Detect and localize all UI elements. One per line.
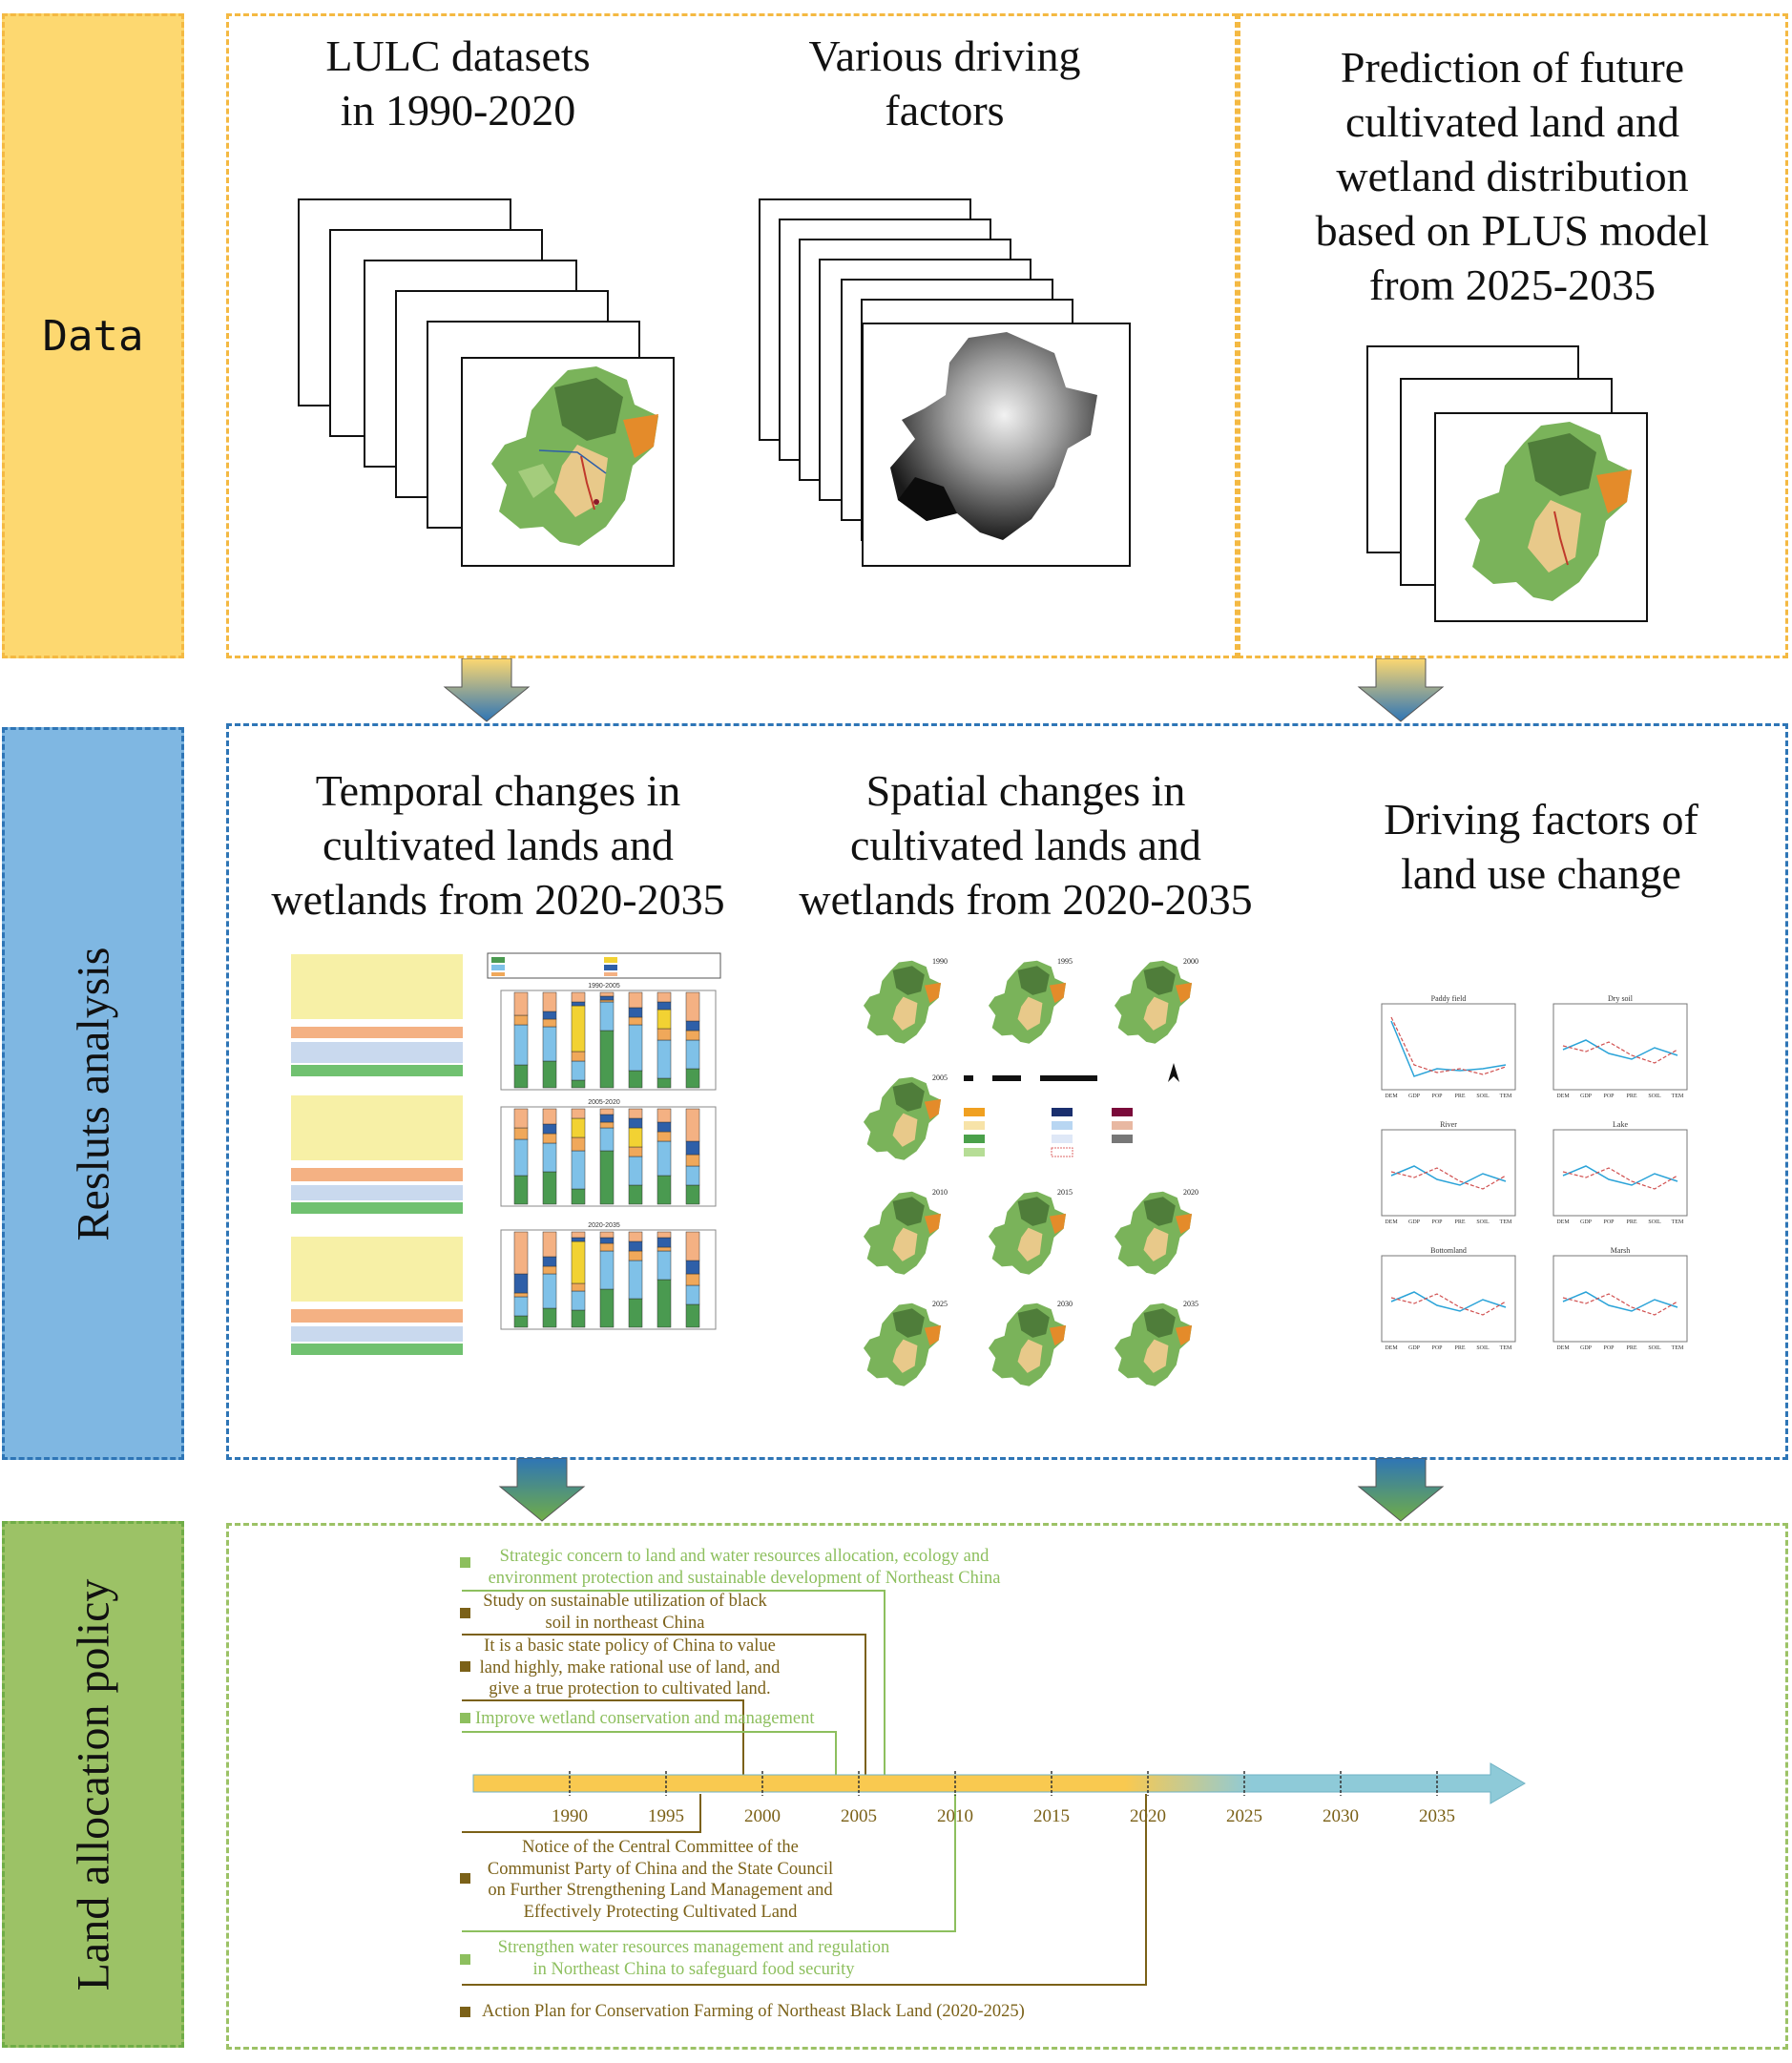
- spatial-heading-line: wetlands from 2020-2035: [799, 875, 1253, 924]
- factor-chart-title: River: [1440, 1120, 1457, 1129]
- spatial-map-year: 2015: [1057, 1188, 1073, 1197]
- policy-text: [468, 1636, 792, 1700]
- policy-text: [468, 1591, 782, 1634]
- factor-axis-label: POP: [1603, 1219, 1615, 1225]
- policy-line: Strengthen water resources management and regulation: [497, 1938, 890, 1957]
- factor-axis-label: GDP: [1407, 1345, 1421, 1351]
- policy-text: [482, 2001, 1025, 2023]
- factor-axis-label: PRE: [1626, 1094, 1637, 1099]
- factor-chart-title: Dry soil: [1608, 994, 1633, 1003]
- factor-axis-label: SOIL: [1648, 1345, 1661, 1351]
- policy-text: [468, 1546, 1021, 1589]
- policy-line: soil in northeast China: [545, 1613, 705, 1633]
- policy-line: Strategic concern to land and water resources allocation, ecology and: [499, 1547, 990, 1566]
- bar-panel-title: 1990-2005: [588, 983, 620, 990]
- spatial-map-year: 2020: [1183, 1188, 1198, 1197]
- policy-line: Communist Party of China and the State Council: [487, 1859, 834, 1879]
- bar-panel-title: 2020-2035: [588, 1222, 620, 1229]
- factor-axis-label: TEM: [1499, 1219, 1512, 1225]
- policy-line: Improve wetland conservation and management: [475, 1709, 815, 1728]
- olive-bullet-icon: [460, 2007, 470, 2017]
- factor-axis-label: POP: [1431, 1219, 1443, 1225]
- factor-axis-label: POP: [1431, 1345, 1443, 1351]
- driving-heading-line: factors: [885, 86, 1005, 135]
- green-bullet-icon: [460, 1713, 470, 1723]
- factor-chart-title: Bottomland: [1430, 1246, 1467, 1255]
- spatial-map-year: 2030: [1057, 1300, 1073, 1308]
- policy-line: environment protection and sustainable development of Northeast China: [488, 1568, 1001, 1588]
- policy-text: [469, 1937, 918, 1980]
- factor-chart-title: Lake: [1613, 1120, 1628, 1129]
- policy-line: on Further Strengthening Land Management and: [488, 1881, 833, 1900]
- spatial-map-year: 1995: [1057, 957, 1073, 966]
- driving-change-heading-line: Driving factors of: [1384, 795, 1698, 844]
- policy-line: in Northeast China to safeguard food security: [532, 1959, 855, 1979]
- factor-axis-label: GDP: [1579, 1345, 1593, 1351]
- factor-axis-label: SOIL: [1476, 1219, 1490, 1225]
- factor-axis-label: POP: [1603, 1345, 1615, 1351]
- temporal-heading-line: wetlands from 2020-2035: [271, 875, 725, 924]
- spatial-heading-line: cultivated lands and: [850, 821, 1201, 869]
- factor-axis-label: GDP: [1579, 1219, 1593, 1225]
- lulc-heading-line: in 1990-2020: [340, 86, 576, 135]
- factor-axis-label: GDP: [1407, 1219, 1421, 1225]
- temporal-heading-line: Temporal changes in: [315, 766, 681, 815]
- prediction-heading-line: from 2025-2035: [1368, 260, 1657, 309]
- policy-line: give a true protection to cultivated land.: [489, 1679, 771, 1698]
- bar-panel-title: 2005-2020: [588, 1099, 620, 1106]
- factor-axis-label: TEM: [1671, 1345, 1684, 1351]
- factor-axis-label: SOIL: [1476, 1345, 1490, 1351]
- prediction-heading-line: cultivated land and: [1345, 97, 1679, 146]
- factor-axis-label: PRE: [1454, 1219, 1466, 1225]
- timeline-tick-label: 1995: [648, 1806, 684, 1826]
- factor-axis-label: DEM: [1556, 1094, 1570, 1099]
- spatial-map-year: 2010: [932, 1188, 948, 1197]
- factor-axis-label: DEM: [1385, 1219, 1398, 1225]
- spatial-heading-line: Spatial changes in: [865, 766, 1186, 815]
- factor-axis-label: PRE: [1454, 1094, 1466, 1099]
- factor-axis-label: PRE: [1626, 1345, 1637, 1351]
- factor-axis-label: POP: [1603, 1094, 1615, 1099]
- factor-axis-label: TEM: [1499, 1345, 1512, 1351]
- factor-axis-label: TEM: [1671, 1219, 1684, 1225]
- policy-line: Effectively Protecting Cultivated Land: [523, 1902, 798, 1922]
- policy-section-label: Land allocation policy: [68, 1578, 119, 1990]
- factor-axis-label: GDP: [1407, 1094, 1421, 1099]
- timeline-tick-label: 2005: [841, 1806, 877, 1826]
- factor-chart-title: Paddy field: [1430, 994, 1467, 1003]
- factor-axis-label: TEM: [1671, 1094, 1684, 1099]
- policy-text: [475, 1708, 814, 1730]
- factor-axis-label: TEM: [1499, 1094, 1512, 1099]
- timeline-tick-label: 2010: [937, 1806, 973, 1826]
- spatial-map-year: 2000: [1183, 957, 1198, 966]
- data-section-label: Data: [42, 311, 144, 361]
- factor-axis-label: SOIL: [1648, 1219, 1661, 1225]
- factor-axis-label: DEM: [1385, 1094, 1398, 1099]
- driving-heading-line: Various driving: [808, 31, 1081, 80]
- factor-axis-label: GDP: [1579, 1094, 1593, 1099]
- timeline-tick-label: 2020: [1130, 1806, 1166, 1826]
- factor-axis-label: SOIL: [1648, 1094, 1661, 1099]
- timeline-tick-label: 2025: [1226, 1806, 1262, 1826]
- timeline-tick-label: 2030: [1323, 1806, 1359, 1826]
- timeline-arrow: [468, 1758, 1536, 1811]
- prediction-heading-line: based on PLUS model: [1315, 206, 1710, 255]
- factor-axis-label: DEM: [1385, 1345, 1398, 1351]
- driving-change-heading-line: land use change: [1401, 849, 1681, 898]
- factor-axis-label: POP: [1431, 1094, 1443, 1099]
- factor-axis-label: SOIL: [1476, 1094, 1490, 1099]
- factor-chart-title: Marsh: [1610, 1246, 1631, 1255]
- factor-axis-label: DEM: [1556, 1219, 1570, 1225]
- spatial-map-year: 1990: [932, 957, 948, 966]
- results-section-label: Resluts analysis: [68, 947, 118, 1240]
- timeline-tick-label: 1990: [552, 1806, 588, 1826]
- timeline-tick-label: 2015: [1033, 1806, 1070, 1826]
- policy-line: land highly, make rational use of land, and: [479, 1657, 781, 1677]
- factor-axis-label: DEM: [1556, 1345, 1570, 1351]
- lulc-heading-line: LULC datasets: [325, 31, 591, 80]
- temporal-heading-line: cultivated lands and: [323, 821, 674, 869]
- spatial-map-year: 2035: [1183, 1300, 1198, 1308]
- timeline-tick-label: 2000: [744, 1806, 781, 1826]
- policy-line: It is a basic state policy of China to value: [484, 1636, 776, 1656]
- policy-text: [469, 1837, 851, 1923]
- policy-line: Study on sustainable utilization of black: [483, 1592, 767, 1611]
- factor-axis-label: PRE: [1626, 1219, 1637, 1225]
- spatial-map-year: 2025: [932, 1300, 948, 1308]
- policy-line: Notice of the Central Committee of the: [522, 1838, 799, 1857]
- spatial-map-year: 2005: [932, 1073, 948, 1082]
- prediction-heading-line: Prediction of future: [1340, 43, 1685, 92]
- prediction-heading-line: wetland distribution: [1336, 152, 1689, 200]
- policy-line: Action Plan for Conservation Farming of Northeast Black Land (2020-2025): [482, 2002, 1025, 2021]
- factor-axis-label: PRE: [1454, 1345, 1466, 1351]
- timeline-tick-label: 2035: [1419, 1806, 1455, 1826]
